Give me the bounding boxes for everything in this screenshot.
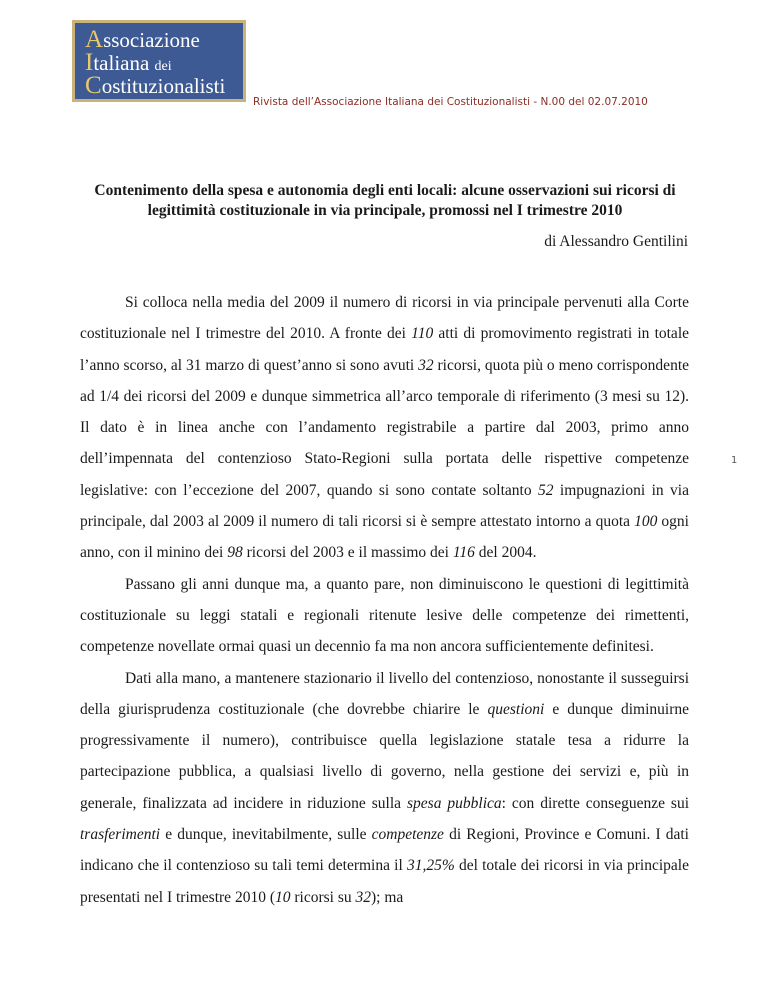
paragraph-3	[80, 663, 689, 913]
logo-line-1	[85, 26, 200, 53]
emphasis: 32	[355, 888, 371, 906]
logo-text: ostituzionalisti	[101, 74, 226, 98]
emphasis: competenze	[371, 826, 444, 844]
paragraph-1	[80, 287, 689, 569]
article-title: Contenimento della spesa e autonomia degli enti locali: alcune osservazioni sui ricorsi di legittimità costituzionale in via principale, promossi nel I trimestre 2010	[94, 182, 676, 219]
logo-text: ssociazione	[103, 28, 200, 52]
text: impugnazioni in via principale, dal 2003 al 2009 il numero di tali ricorsi si è sempre attestato intorno a quota	[80, 481, 689, 531]
journal-reference: Rivista dell’Associazione Italiana dei Costituzionalisti - N.00 del 02.07.2010	[253, 96, 648, 108]
text: del 2004.	[474, 544, 537, 562]
emphasis: 10	[274, 888, 291, 906]
text: Dati alla mano, a mantenere stazionario il livello del contenzioso, nonostante il susseguirsi della giurisprudenza costituzionale (che dovrebbe chiarire le	[80, 669, 689, 718]
text: ricorsi su	[290, 888, 356, 906]
logo-line-3	[85, 72, 226, 99]
text: atti di promovimento registrati in totale l’anno scorso, al 31 marzo di quest’anno si sono avuti	[80, 325, 690, 374]
number: 32	[418, 356, 434, 374]
text: ); ma	[371, 888, 404, 906]
number: 110	[411, 325, 434, 343]
logo-text-small: dei	[154, 59, 172, 74]
text: ogni anno, con il minino dei	[80, 513, 689, 562]
logo-text: taliana	[93, 51, 155, 75]
text: : con dirette conseguenze sui	[501, 794, 690, 812]
text: ricorsi del 2003 e il massimo dei	[242, 544, 453, 562]
logo-initial: A	[85, 26, 104, 53]
article-author: di Alessandro Gentilini	[544, 233, 688, 250]
emphasis: questioni	[487, 700, 545, 718]
paragraph-2: Passano gli anni dunque ma, a quanto pare, non diminuiscono le questioni di legittimità costituzionale su leggi statali e regionali ritenute lesive delle competenze dei rimettenti, competenze novellate ormai quasi un decennio fa ma non ancora sufficientemente definitesi.	[80, 575, 689, 656]
logo-initial: I	[85, 49, 94, 76]
number: 100	[634, 513, 658, 531]
text: ricorsi, quota più o meno corrispondente ad 1/4 dei ricorsi del 2009 e dunque simmetrica all’arco temporale di riferimento (3 mesi su 12). Il dato è in linea anche con l’andamento registrabile a partire dal 2003, primo anno dell’impennata del contenzioso Stato-Regioni sulla portata delle rispettive competenze legislative: con l’eccezione del 2007, quando si sono contate soltanto	[80, 356, 690, 499]
emphasis: 31,25%	[406, 857, 455, 875]
logo-initial: C	[85, 72, 102, 99]
emphasis: spesa pubblica	[407, 794, 502, 812]
text: del totale dei ricorsi in via principale presentati nel I trimestre 2010 (	[80, 857, 689, 906]
article-body	[80, 287, 689, 913]
text: Si colloca nella media del 2009 il numero di ricorsi in via principale pervenuti alla Corte costituzionale nel I trimestre del 2010. A fronte dei	[80, 294, 689, 343]
number: 52	[538, 481, 554, 499]
text: e dunque, inevitabilmente, sulle	[160, 826, 372, 844]
text: di Regioni, Province e Comuni. I dati indicano che il contenzioso su tali temi determina il	[80, 826, 689, 875]
page-number: 1	[731, 455, 738, 466]
emphasis: trasferimenti	[80, 826, 161, 844]
text: e dunque diminuirne progressivamente il numero), contribuisce quella legislazione statale tesa a ridurre la partecipazione pubblica, a qualsiasi livello di governo, nella gestione dei servizi e, più in generale, finalizzata ad incidere in riduzione sulla	[80, 700, 689, 812]
association-logo	[72, 20, 246, 102]
number: 98	[227, 544, 243, 562]
number: 116	[452, 544, 475, 562]
